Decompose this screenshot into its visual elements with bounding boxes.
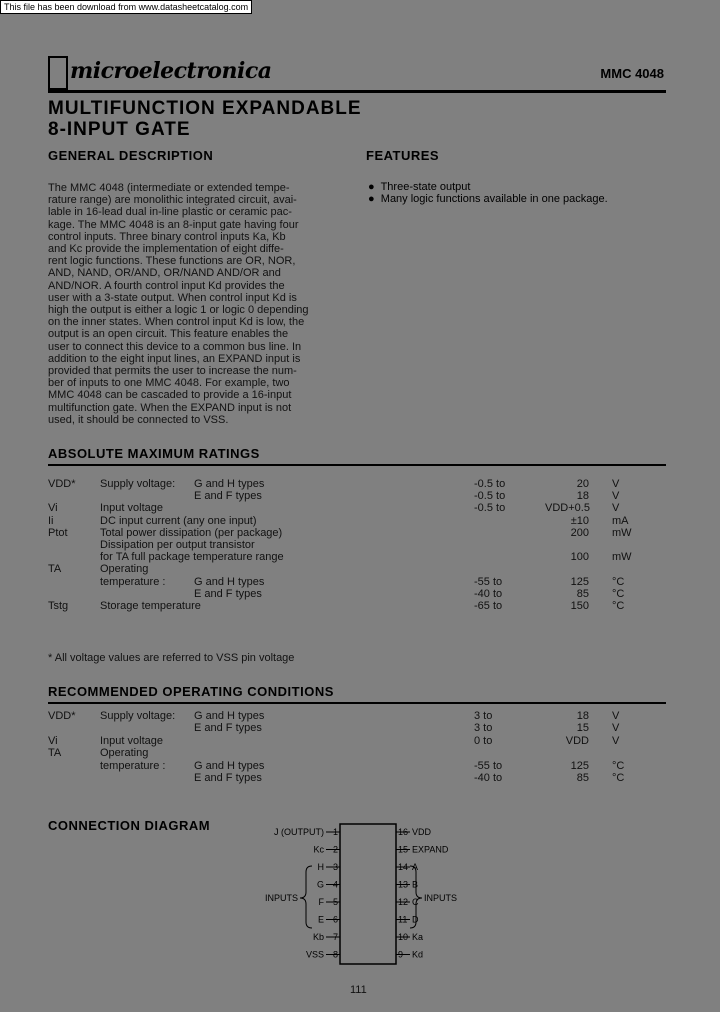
pin-number: 9 — [398, 949, 404, 960]
param-subtype: E and F types — [194, 772, 262, 784]
param-unit: °C — [612, 759, 625, 772]
general-heading: GENERAL DESCRIPTION — [48, 148, 214, 163]
description-line: user with a 3-state output. When control input Kd is — [48, 291, 297, 304]
connection-diagram — [260, 822, 480, 972]
param-symbol: Vi — [48, 734, 58, 747]
param-name: Operating — [100, 747, 149, 760]
description-line: used, it should be connected to VSS. — [48, 413, 229, 426]
param-max: 15 — [576, 722, 589, 735]
features-heading: FEATURES — [366, 148, 440, 163]
page-number: 111 — [350, 984, 367, 996]
pin-number: 7 — [332, 932, 338, 942]
param-max: VDD — [565, 734, 589, 747]
part-number: MMC 4048 — [600, 66, 664, 81]
general-description — [48, 182, 309, 426]
description-line: multifunction gate. When the EXPAND input is not — [48, 401, 292, 414]
param-unit: °C — [612, 587, 625, 600]
param-unit: °C — [612, 772, 625, 784]
description-line: kage. The MMC 4048 is an 8-input gate having four — [48, 218, 299, 231]
param-max: 18 — [576, 490, 589, 503]
param-min: -40 to — [474, 772, 503, 784]
param-max: 85 — [576, 587, 589, 600]
param-min: -55 to — [474, 759, 503, 772]
left-inputs-brace — [300, 866, 312, 928]
pin-label: Kb — [312, 932, 324, 942]
description-line: AND/NOR. A fourth control input Kd provides the — [48, 279, 285, 292]
pin-number: 10 — [398, 932, 409, 942]
feature-text: Three-state output — [380, 181, 471, 193]
param-name: for TA full package temperature range — [100, 551, 284, 564]
pin-number: 6 — [332, 914, 338, 925]
title-line-1: MULTIFUNCTION EXPANDABLE — [48, 98, 362, 119]
param-symbol: TA — [48, 563, 62, 576]
pin-label: H — [317, 862, 324, 872]
param-unit: V — [612, 710, 620, 722]
pin-label: G — [316, 879, 324, 890]
param-unit: V — [612, 478, 620, 490]
pin-number: 16 — [398, 827, 409, 837]
pin-label: C — [412, 897, 419, 907]
param-max: ±10 — [570, 514, 589, 527]
param-min: 3 to — [474, 710, 493, 722]
right-inputs-label: INPUTS — [424, 893, 458, 903]
description-line: MMC 4048 can be cascaded to provide a 16-input — [48, 389, 292, 402]
rec-op-rule — [48, 702, 666, 704]
description-line: rature range) are monolithic integrated circuit, avai- — [48, 194, 297, 207]
param-min: 0 to — [474, 734, 493, 747]
pin-number: 3 — [332, 862, 338, 872]
pin-label: E — [317, 914, 324, 925]
pin-label: J (OUTPUT) — [274, 827, 324, 837]
left-inputs-label: INPUTS — [264, 893, 298, 903]
header-rule — [48, 90, 666, 93]
feature-text: Many logic functions available in one package. — [380, 193, 608, 205]
param-name: Storage temperature — [100, 600, 201, 612]
param-subtype: E and F types — [194, 722, 262, 735]
feature-item — [368, 193, 608, 205]
param-subtype: E and F types — [194, 587, 262, 600]
brand-logo-icon — [48, 56, 68, 90]
ic-package — [340, 824, 396, 964]
param-unit: V — [612, 722, 620, 735]
pin-label: F — [318, 897, 324, 907]
param-name: Input voltage — [100, 734, 163, 747]
param-max: 125 — [570, 575, 589, 588]
pin-number: 14 — [398, 862, 409, 872]
param-name: Supply voltage: — [100, 710, 176, 722]
param-max: 150 — [570, 600, 589, 612]
pin-number: 1 — [332, 827, 338, 837]
pin-label: VDD — [412, 827, 432, 837]
abs-max-footnote: * All voltage values are referred to VSS pin voltage — [48, 652, 295, 664]
connection-heading: CONNECTION DIAGRAM — [48, 818, 211, 833]
bullet-icon: ● — [368, 181, 375, 193]
pin-label: B — [412, 879, 419, 890]
param-max: 125 — [570, 759, 589, 772]
param-min: -65 to — [474, 600, 503, 612]
param-symbol: Vi — [48, 502, 58, 515]
pin-label: Ka — [412, 932, 424, 942]
brand-wordmark: microelectronica — [70, 58, 272, 84]
param-unit: °C — [612, 600, 625, 612]
param-subtype: G and H types — [194, 759, 265, 772]
pin-label: Kc — [313, 844, 324, 855]
param-min: 3 to — [474, 722, 493, 735]
param-max: 20 — [576, 478, 589, 490]
description-line: AND, NAND, OR/AND, OR/NAND AND/OR and — [48, 267, 281, 280]
description-line: rent logic functions. These functions are OR, NOR, — [48, 255, 296, 268]
description-line: ber of inputs to one MMC 4048. For example, two — [48, 377, 290, 390]
pin-label: A — [412, 862, 419, 872]
description-line: output is an open circuit. This feature enables the — [48, 328, 289, 341]
param-min: -0.5 to — [474, 502, 506, 515]
pin-label: Kd — [412, 949, 424, 960]
param-name: temperature : — [100, 759, 166, 772]
description-line: lable in 16-lead dual in-line plastic or ceramic pac- — [48, 206, 292, 219]
param-symbol: VDD* — [48, 478, 76, 490]
param-subtype: G and H types — [194, 575, 265, 588]
download-notice: This file has been download from www.datasheetcatalog.com — [0, 0, 252, 14]
param-name: Dissipation per output transistor — [100, 539, 255, 551]
param-symbol: TA — [48, 747, 62, 760]
param-name: Supply voltage: — [100, 478, 176, 490]
rec-op-heading: RECOMMENDED OPERATING CONDITIONS — [48, 684, 334, 699]
param-min: -0.5 to — [474, 490, 506, 503]
pin-label: D — [412, 914, 419, 925]
param-subtype: G and H types — [194, 478, 265, 490]
param-max: 18 — [576, 710, 589, 722]
param-min: -55 to — [474, 575, 503, 588]
param-subtype: E and F types — [194, 490, 262, 503]
description-line: addition to the eight input lines, an EXPAND input is — [48, 352, 301, 365]
pin-number: 12 — [398, 897, 409, 907]
param-min: -0.5 to — [474, 478, 506, 490]
feature-item — [368, 181, 470, 193]
param-max: VDD+0.5 — [545, 502, 590, 515]
param-max: 200 — [570, 526, 589, 539]
param-name: Input voltage — [100, 502, 163, 515]
param-symbol: Ptot — [48, 526, 68, 539]
param-unit: °C — [612, 575, 625, 588]
pin-label: EXPAND — [412, 844, 449, 855]
description-line: user to connect this device to a common bus line. In — [48, 340, 302, 353]
param-name: DC input current (any one input) — [100, 514, 257, 527]
param-unit: V — [612, 734, 620, 747]
param-unit: mA — [612, 514, 629, 527]
param-unit: V — [612, 502, 620, 515]
abs-max-rule — [48, 464, 666, 466]
param-max: 100 — [570, 551, 589, 564]
bullet-icon: ● — [368, 193, 375, 205]
param-unit: V — [612, 490, 620, 503]
title-line-2: 8-INPUT GATE — [48, 119, 191, 140]
pin-number: 5 — [332, 897, 338, 907]
param-symbol: VDD* — [48, 710, 76, 722]
param-symbol: Tstg — [48, 600, 69, 612]
param-subtype: G and H types — [194, 710, 265, 722]
pin-label: VSS — [305, 949, 324, 960]
pin-number: 11 — [398, 914, 408, 925]
description-line: control inputs. Three binary control inputs Ka, Kb — [48, 230, 286, 243]
param-name: Operating — [100, 563, 149, 576]
abs-max-heading: ABSOLUTE MAXIMUM RATINGS — [48, 446, 260, 461]
param-name: Total power dissipation (per package) — [100, 526, 283, 539]
param-unit: mW — [612, 526, 632, 539]
param-name: temperature : — [100, 575, 166, 588]
param-unit: mW — [612, 551, 632, 564]
pin-number: 2 — [332, 844, 338, 855]
pin-number: 13 — [398, 879, 409, 890]
description-line: and Kc provide the implementation of eight diffe- — [48, 243, 284, 256]
pin-number: 15 — [398, 844, 409, 855]
pin-number: 4 — [332, 879, 338, 890]
param-max: 85 — [576, 772, 589, 784]
description-line: The MMC 4048 (intermediate or extended tempe- — [48, 182, 290, 194]
description-line: provided that permits the user to increase the num- — [48, 365, 297, 378]
param-min: -40 to — [474, 587, 503, 600]
param-symbol: Ii — [48, 514, 54, 527]
description-line: high the output is either a logic 1 or logic 0 depending — [48, 304, 309, 317]
pin-number: 8 — [332, 949, 338, 960]
description-line: on the inner states. When control input Kd is low, the — [48, 316, 305, 329]
